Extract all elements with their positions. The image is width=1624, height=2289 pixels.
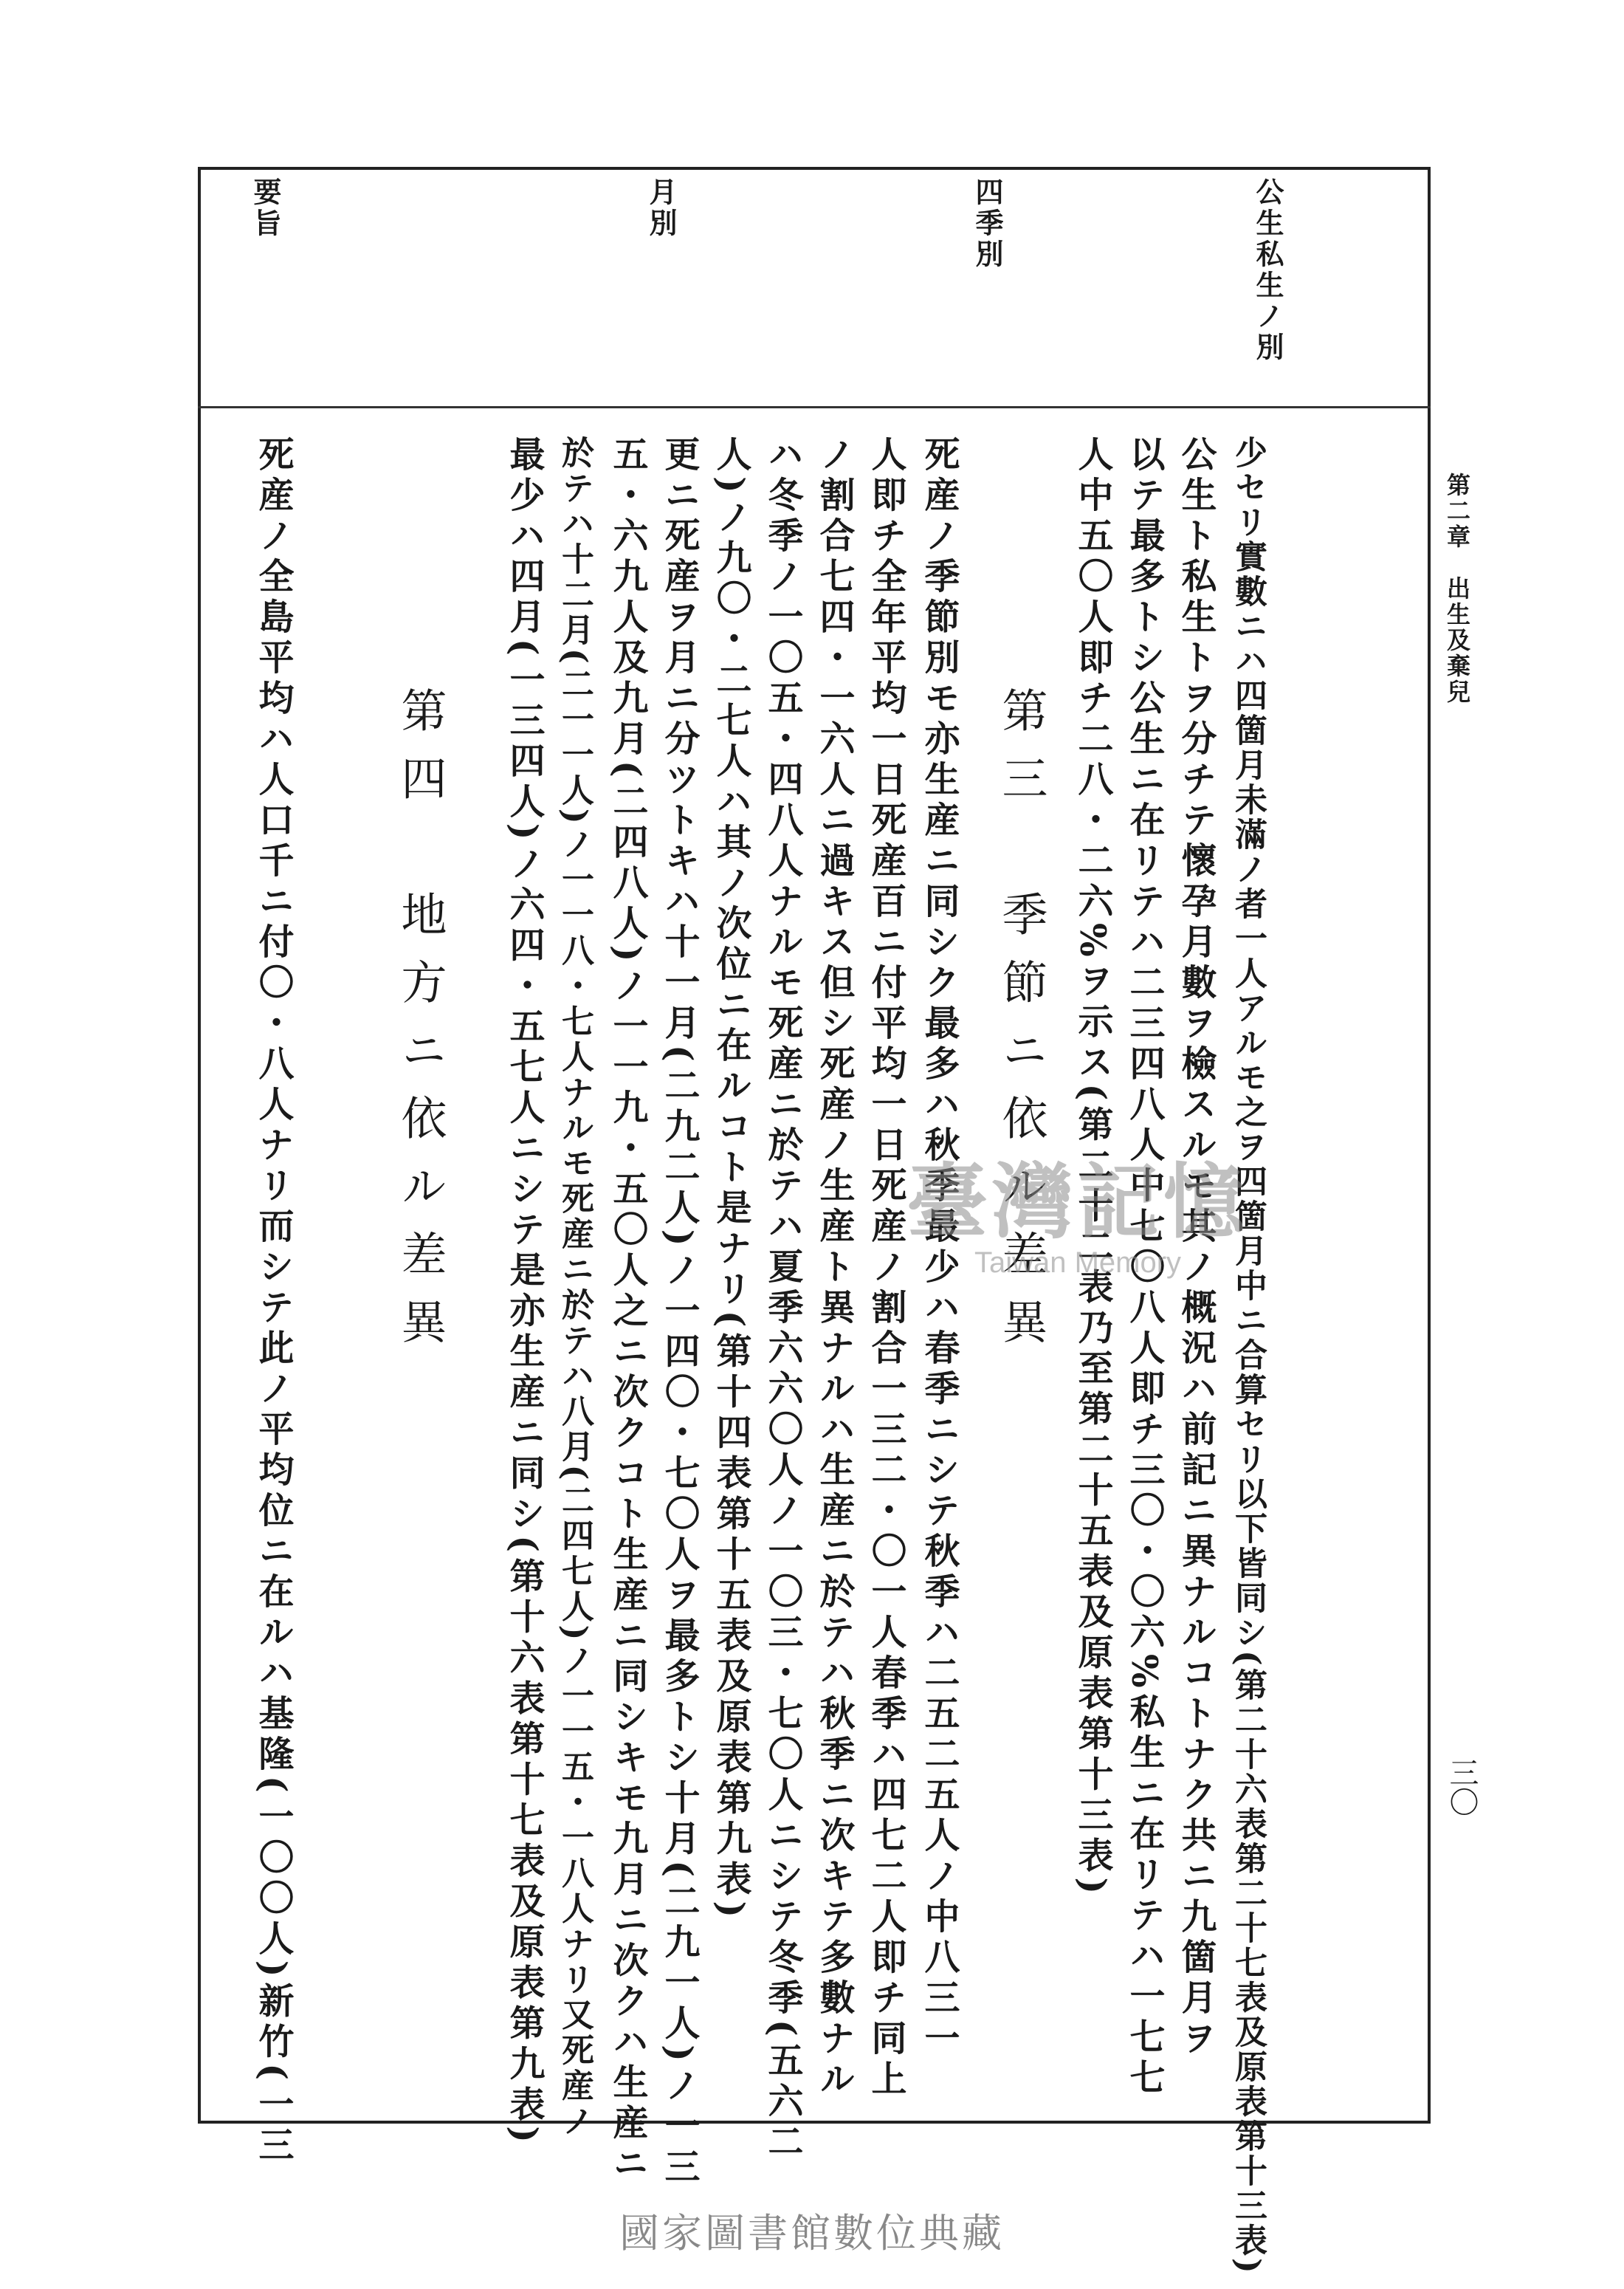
text-line: 死産ノ季節別モ亦生産ニ同シク最多ハ秋季最少ハ春季ニシテ秋季ハ二五二五人ノ中八三一 <box>918 436 960 2060</box>
watermark-title: 臺灣記憶 <box>906 1154 1249 1249</box>
text-line: 人中五〇人即チ二八・二六%ヲ示ス(第二十二表乃至第二十五表及原表第十三表) <box>1072 436 1113 1900</box>
chapter-header <box>1445 473 1469 705</box>
text-line: 公生ト私生トヲ分チテ懷孕月數ヲ檢スルモ其ノ概況ハ前記ニ異ナルコトナク共ニ九箇月ヲ <box>1175 436 1217 2060</box>
text-line: 於テハ十二月(二一一人)ノ一一八・七人ナルモ死産ニ於テハ八月(二四七人)ノ一一五・一八人ナリ又死産ノ <box>556 436 593 2140</box>
section-heading-3: 第三 季節ニ依ル差異 <box>994 687 1048 1366</box>
text-line: 人)ノ九〇・二七人ハ其ノ次位ニ在ルコト是ナリ(第十四表第十五表及原表第九表) <box>710 436 751 1923</box>
chapter-title: 第二章 <box>1443 473 1471 550</box>
text-line: 更ニ死産ヲ月ニ分ツトキハ十一月(二九二人)ノ一四〇・七〇人ヲ最多トシ十月(二九一人)ノ一三 <box>658 436 700 2189</box>
text-line: 五・六九人及九月(二四八人)ノ一一九・五〇人之ニ次クコト生産ニ同シキモ九月ニ次クハ生産ニ <box>607 436 648 2186</box>
margin-note-summary: 要旨 <box>249 177 282 239</box>
text-line: 以テ最多トシ公生ニ在リテハ二三四八人中七〇八人即チ三〇・〇六%私生ニ在リテハ一七七 <box>1124 436 1165 2099</box>
margin-note-public-private: 公生私生ノ別 <box>1251 177 1284 363</box>
margin-divider <box>198 406 1431 408</box>
footer-credit: 國家圖書館數位典藏 <box>619 2210 1005 2257</box>
text-line: ノ割合七四・一六人ニ過キス但シ死産ノ生産ト異ナルハ生産ニ於テハ秋季ニ次キテ多數ナル <box>813 436 855 2101</box>
watermark-subtitle: Taiwan Memory <box>974 1246 1182 1279</box>
page-number: 三〇 <box>1445 1757 1479 1816</box>
margin-note-months: 月別 <box>644 177 678 239</box>
text-line: 最少ハ四月(一三四人)ノ六四・五七人ニシテ是亦生産ニ同シ(第十六表第十七表及原表第九表) <box>503 436 545 2148</box>
text-line: ハ冬季ノ一〇五・四八人ナルモ死産ニ於テハ夏季六六〇人ノ一〇三・七〇人ニシテ冬季(五六二 <box>762 436 803 2163</box>
text-line: 人即チ全年平均一日死産百ニ付平均一日死産ノ割合一三二・〇一人春季ハ四七二人即チ同上 <box>865 436 906 2101</box>
section-title: 出生及棄兒 <box>1443 576 1471 705</box>
section-heading-4: 第四 地方ニ依ル差異 <box>393 687 447 1366</box>
text-line: 少セリ實數ニハ四箇月未滿ノ者一人アルモ之ヲ四箇月中ニ合算セリ以下皆同シ(第二十六表第二十七表及原表第十三表) <box>1229 436 1267 2276</box>
margin-note-seasons: 四季別 <box>971 177 1004 270</box>
text-line: 死産ノ全島平均ハ人口千ニ付〇・八人ナリ而シテ此ノ平均位ニ在ルハ基隆(一〇〇人)新竹(一三 <box>252 436 294 2167</box>
